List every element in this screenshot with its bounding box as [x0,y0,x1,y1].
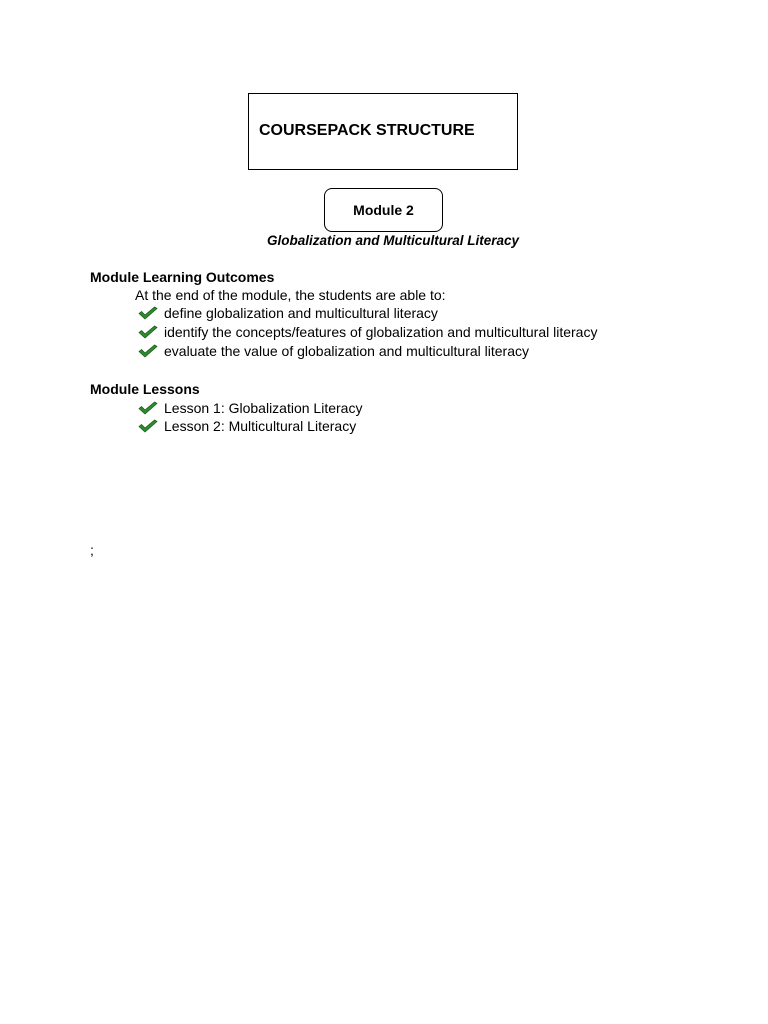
lesson-item [138,398,362,417]
coursepack-title-box [248,93,518,170]
coursepack-title: COURSEPACK STRUCTURE [259,122,475,139]
check-icon [138,325,158,339]
check-icon [138,401,158,415]
lesson-item [138,416,356,435]
module-label-box [324,188,443,232]
check-icon [138,344,158,358]
lessons-heading: Module Lessons [90,381,200,397]
trailing-mark: ; [90,542,94,558]
lesson-item-text: Lesson 2: Multicultural Literacy [164,417,357,434]
lesson-item-text: Lesson 1: Globalization Literacy [164,399,363,416]
module-title: Globalization and Multicultural Literacy [267,233,520,248]
outcomes-heading: Module Learning Outcomes [90,269,275,285]
outcome-item [138,303,438,322]
outcome-item-text: define globalization and multicultural literacy [164,304,438,321]
outcome-item [138,322,597,341]
outcome-item-text: evaluate the value of globalization and multicultural literacy [164,342,529,359]
outcomes-intro: At the end of the module, the students are able to: [135,287,446,303]
outcome-item-text: identify the concepts/features of globalization and multicultural literacy [164,323,598,340]
module-label: Module 2 [353,202,414,218]
outcome-item [138,341,529,360]
check-icon [138,306,158,320]
check-icon [138,419,158,433]
